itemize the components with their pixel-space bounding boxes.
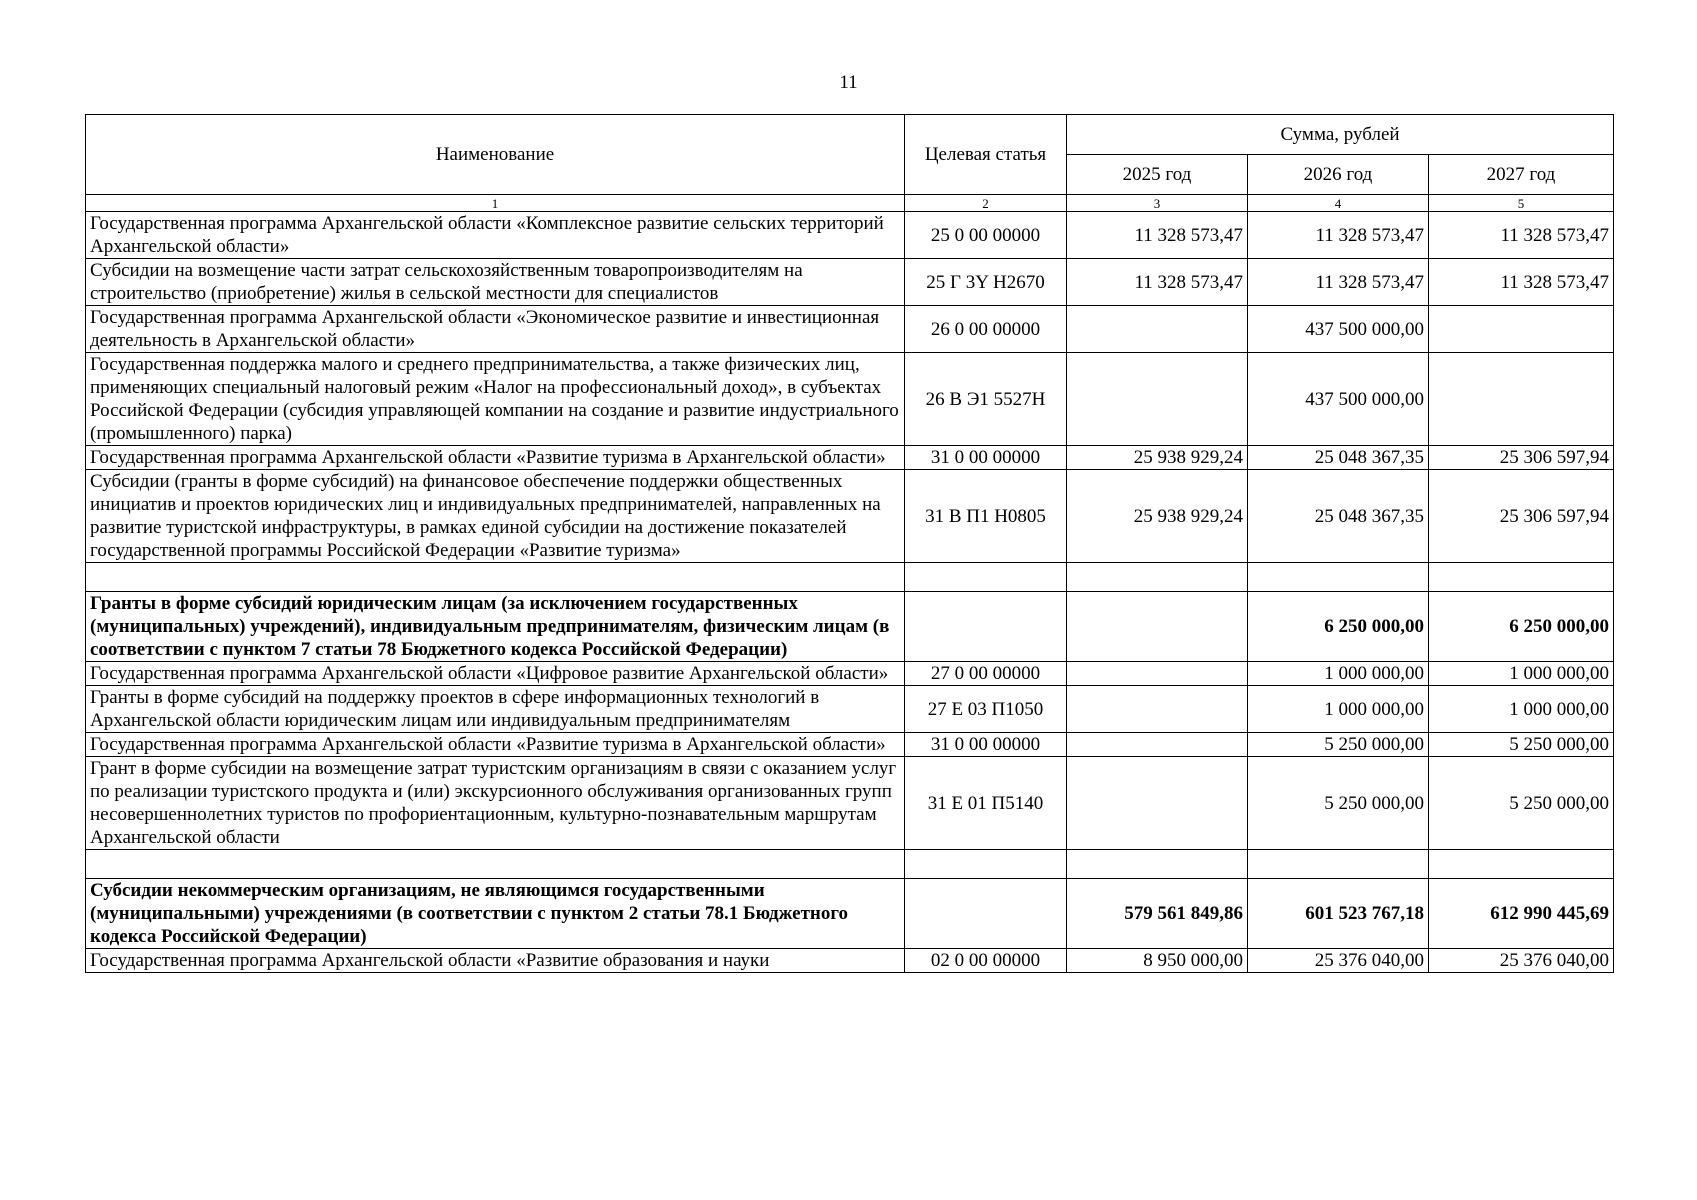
row-value-2025 [1067, 662, 1248, 686]
row-code-cell: 31 В П1 Н0805 [905, 470, 1067, 563]
row-value-2025 [1067, 686, 1248, 733]
row-value-2025: 11 328 573,47 [1067, 212, 1248, 259]
section-total-row [86, 879, 1614, 949]
blank-row [86, 850, 1614, 879]
table-row [86, 446, 1614, 470]
table-row [86, 662, 1614, 686]
row-code-cell: 31 0 00 00000 [905, 733, 1067, 757]
row-name-cell [86, 563, 905, 592]
col-number: 4 [1248, 195, 1429, 212]
row-value-2026: 1 000 000,00 [1248, 662, 1429, 686]
table-row [86, 470, 1614, 563]
row-value-2026: 11 328 573,47 [1248, 259, 1429, 306]
row-value-2025 [1067, 563, 1248, 592]
row-value-2026 [1248, 850, 1429, 879]
row-name-cell: Государственная программа Архангельской области «Развитие туризма в Архангельской области» [86, 733, 905, 757]
row-value-2026: 25 048 367,35 [1248, 446, 1429, 470]
row-value-2026: 6 250 000,00 [1248, 592, 1429, 662]
row-value-2027: 6 250 000,00 [1429, 592, 1614, 662]
row-name-cell: Государственная программа Архангельской области «Экономическое развитие и инвестиционная деятельность в Архангельской области» [86, 306, 905, 353]
table-row [86, 949, 1614, 973]
row-value-2025: 11 328 573,47 [1067, 259, 1248, 306]
row-value-2027: 25 306 597,94 [1429, 446, 1614, 470]
row-value-2027: 1 000 000,00 [1429, 686, 1614, 733]
row-name-cell: Государственная программа Архангельской области «Развитие образования и науки [86, 949, 905, 973]
header-year-2027: 2027 год [1429, 155, 1614, 195]
section-total-row [86, 592, 1614, 662]
row-value-2025 [1067, 850, 1248, 879]
row-value-2027 [1429, 306, 1614, 353]
table-row [86, 212, 1614, 259]
table-row [86, 757, 1614, 850]
row-code-cell: 27 0 00 00000 [905, 662, 1067, 686]
table-row [86, 733, 1614, 757]
row-name-cell: Государственная программа Архангельской области «Комплексное развитие сельских территорий Архангельской области» [86, 212, 905, 259]
col-number: 2 [905, 195, 1067, 212]
table-body [86, 212, 1614, 973]
table-row [86, 353, 1614, 446]
col-number: 3 [1067, 195, 1248, 212]
row-code-cell [905, 563, 1067, 592]
row-value-2026: 437 500 000,00 [1248, 353, 1429, 446]
budget-table [85, 114, 1614, 973]
row-value-2027: 11 328 573,47 [1429, 259, 1614, 306]
row-value-2027: 5 250 000,00 [1429, 757, 1614, 850]
row-name-cell: Гранты в форме субсидий на поддержку проектов в сфере информационных технологий в Архангельской области юридическим лицам или индивидуальным предпринимателям [86, 686, 905, 733]
row-name-cell: Гранты в форме субсидий юридическим лицам (за исключением государственных (муниципальных) учреждений), индивидуальным предпринимателям, физическим лицам (в соответствии с пунктом 7 статьи 78 Бюджетного кодекса Российской Федерации) [86, 592, 905, 662]
blank-row [86, 563, 1614, 592]
row-value-2027 [1429, 353, 1614, 446]
row-value-2027: 5 250 000,00 [1429, 733, 1614, 757]
row-value-2027 [1429, 850, 1614, 879]
row-name-cell: Государственная программа Архангельской области «Развитие туризма в Архангельской области» [86, 446, 905, 470]
table-row [86, 686, 1614, 733]
row-value-2027 [1429, 563, 1614, 592]
row-value-2025: 25 938 929,24 [1067, 470, 1248, 563]
row-value-2025 [1067, 592, 1248, 662]
row-code-cell [905, 592, 1067, 662]
row-name-cell: Субсидии на возмещение части затрат сельскохозяйственным товаропроизводителям на строительство (приобретение) жилья в сельской местности для специалистов [86, 259, 905, 306]
row-code-cell [905, 879, 1067, 949]
row-value-2027: 25 376 040,00 [1429, 949, 1614, 973]
header-code: Целевая статья [905, 115, 1067, 195]
row-value-2025: 579 561 849,86 [1067, 879, 1248, 949]
header-name: Наименование [86, 115, 905, 195]
row-code-cell: 25 0 00 00000 [905, 212, 1067, 259]
row-value-2026: 5 250 000,00 [1248, 757, 1429, 850]
row-name-cell [86, 850, 905, 879]
row-value-2025: 8 950 000,00 [1067, 949, 1248, 973]
page-number: 11 [839, 72, 858, 93]
row-value-2026: 1 000 000,00 [1248, 686, 1429, 733]
row-code-cell: 26 В Э1 5527Н [905, 353, 1067, 446]
row-value-2026: 437 500 000,00 [1248, 306, 1429, 353]
row-value-2027: 1 000 000,00 [1429, 662, 1614, 686]
row-value-2026: 11 328 573,47 [1248, 212, 1429, 259]
header-year-2026: 2026 год [1248, 155, 1429, 195]
row-code-cell: 25 Г 3Y Н2670 [905, 259, 1067, 306]
header-sum: Сумма, рублей [1067, 115, 1614, 155]
row-code-cell: 27 Е 03 П1050 [905, 686, 1067, 733]
row-name-cell: Грант в форме субсидии на возмещение затрат туристским организациям в связи с оказанием услуг по реализации туристского продукта и (или) экскурсионного обслуживания организованных групп несовершеннолетних туристов по профориентационным, культурно-познавательным маршрутам Архангельской области [86, 757, 905, 850]
row-name-cell: Субсидии некоммерческим организациям, не являющимся государственными (муниципальными) учреждениями (в соответствии с пунктом 2 статьи 78.1 Бюджетного кодекса Российской Федерации) [86, 879, 905, 949]
row-value-2026: 5 250 000,00 [1248, 733, 1429, 757]
row-value-2025 [1067, 306, 1248, 353]
row-name-cell: Государственная поддержка малого и среднего предпринимательства, а также физических лиц, применяющих специальный налоговый режим «Налог на профессиональный доход», в субъектах Российской Федерации (субсидия управляющей компании на создание и развитие индустриального (промышленного) парка) [86, 353, 905, 446]
row-value-2027: 612 990 445,69 [1429, 879, 1614, 949]
row-code-cell: 31 Е 01 П5140 [905, 757, 1067, 850]
row-value-2025 [1067, 757, 1248, 850]
row-value-2027: 25 306 597,94 [1429, 470, 1614, 563]
row-value-2025: 25 938 929,24 [1067, 446, 1248, 470]
header-year-2025: 2025 год [1067, 155, 1248, 195]
row-value-2025 [1067, 733, 1248, 757]
row-code-cell: 26 0 00 00000 [905, 306, 1067, 353]
row-name-cell: Государственная программа Архангельской области «Цифровое развитие Архангельской области» [86, 662, 905, 686]
row-value-2026: 25 048 367,35 [1248, 470, 1429, 563]
table-row [86, 259, 1614, 306]
col-number: 5 [1429, 195, 1614, 212]
table-row [86, 306, 1614, 353]
row-value-2025 [1067, 353, 1248, 446]
row-code-cell [905, 850, 1067, 879]
row-value-2026: 25 376 040,00 [1248, 949, 1429, 973]
row-value-2026 [1248, 563, 1429, 592]
row-value-2026: 601 523 767,18 [1248, 879, 1429, 949]
col-number: 1 [86, 195, 905, 212]
row-value-2027: 11 328 573,47 [1429, 212, 1614, 259]
row-code-cell: 31 0 00 00000 [905, 446, 1067, 470]
row-code-cell: 02 0 00 00000 [905, 949, 1067, 973]
row-name-cell: Субсидии (гранты в форме субсидий) на финансовое обеспечение поддержки общественных инициатив и проектов юридических лиц и индивидуальных предпринимателей, направленных на развитие туристской инфраструктуры, в рамках единой субсидии на достижение показателей государственной программы Российской Федерации «Развитие туризма» [86, 470, 905, 563]
